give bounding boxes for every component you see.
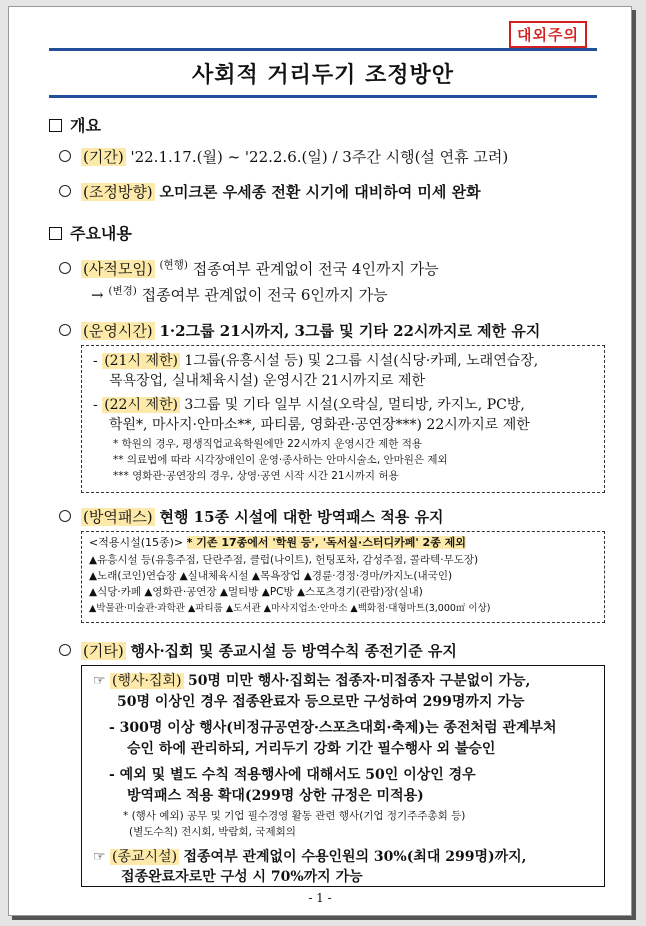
pass-box-head: <적용시설(15종)> * 기존 17종에서 '학원 등', '독서실·스터디카페' 2종 제외 — [89, 536, 466, 549]
pass-row2: ▲노래(코인)연습장 ▲실내체육시설 ▲목욕장업 ▲경륜·경정·경마/카지노(내국인) — [89, 570, 453, 582]
hours-note2: ** 의료법에 따라 시각장애인이 운영·종사하는 안마시술소, 안마원은 제외 — [113, 454, 448, 466]
hours-line1a: - (21시 제한) 1그룹(유흥시설 등) 및 2그룹 시설(식당·카페, 노래연습장, — [93, 353, 539, 369]
checkbox-square-icon — [49, 227, 62, 240]
pointing-hand-icon: ☞ — [93, 673, 106, 689]
event-line-b: 50명 이상인 경우 접종완료자 등으로만 구성하여 299명까지 가능 — [117, 694, 525, 710]
circle-bullet-icon — [59, 185, 71, 197]
circle-bullet-icon — [59, 644, 71, 656]
checkbox-square-icon — [49, 119, 62, 132]
pass-row4: ▲박물관·미술관·과학관 ▲파티룸 ▲도서관 ▲마사지업소·안마소 ▲백화점·대형마트(3,000㎡ 이상) — [89, 603, 491, 614]
title-bar — [49, 48, 597, 98]
hours-note3: *** 영화관·공연장의 경우, 상영·공연 시작 시간 21시까지 허용 — [113, 470, 399, 482]
circle-bullet-icon — [59, 150, 71, 162]
circle-bullet-icon — [59, 324, 71, 336]
hours-summary: (운영시간) 1·2그룹 21시까지, 3그룹 및 기타 22시까지로 제한 유지 — [59, 321, 540, 341]
gathering-change: → $^{(변경)}$ 접종여부 관계없이 전국 6인까지 가능 — [91, 285, 388, 304]
event-line-f: 방역패스 적용 확대(299명 상한 규정은 미적용) — [127, 788, 424, 804]
section-main-heading: 주요내용 — [49, 221, 132, 244]
page-number: - 1 - — [308, 891, 332, 905]
confidential-stamp: 대외주의 — [509, 21, 587, 48]
event-line-d: 승인 하에 관리하되, 거리두기 강화 기간 필수행사 외 불승인 — [127, 741, 496, 757]
religion-line-b: 접종완료자로만 구성 시 70%까지 가능 — [121, 869, 363, 885]
religion-line-a: ☞ (종교시설) 접종여부 관계없이 수용인원의 30%(최대 299명)까지, — [93, 849, 527, 865]
event-note-a: * (행사 예외) 공무 및 기업 필수경영 활동 관련 행사(기업 정기주주총회 등) — [123, 810, 466, 822]
pass-row1: ▲유흥시설 등(유흥주점, 단란주점, 클럽(나이트), 헌팅포차, 감성주점, 콜라텍·무도장) — [89, 554, 479, 566]
pass-row3: ▲식당·카페 ▲영화관·공연장 ▲멀티방 ▲PC방 ▲스포츠경기(관람)장(실내) — [89, 586, 423, 598]
gathering-current: (사적모임) $^{(현행)}$ 접종여부 관계없이 전국 4인까지 가능 — [59, 255, 439, 279]
event-note-b: (별도수칙) 전시회, 박람회, 국제회의 — [129, 826, 296, 838]
pointing-hand-icon: ☞ — [93, 849, 106, 865]
circle-bullet-icon — [59, 262, 71, 274]
event-line-e: - 예외 및 별도 수칙 적용행사에 대해서도 50인 이상인 경우 — [109, 767, 476, 783]
circle-bullet-icon — [59, 510, 71, 522]
hours-line2b: 학원*, 마사지·안마소**, 파티룸, 영화관·공연장***) 22시까지로 제한 — [109, 417, 530, 433]
hours-note1: * 학원의 경우, 평생직업교육학원에만 22시까지 운영시간 제한 적용 — [113, 438, 423, 450]
event-line-c: - 300명 이상 행사(비정규공연장·스포츠대회·축제)는 종전처럼 관계부처 — [109, 720, 557, 736]
event-line-a: ☞ (행사·집회) 50명 미만 행사·집회는 접종자·미접종자 구분없이 가능, — [93, 673, 531, 689]
section-overview-heading: 개요 — [49, 113, 101, 136]
page-title: 사회적 거리두기 조정방안 — [191, 62, 455, 88]
hours-line2a: - (22시 제한) 3그룹 및 기타 일부 시설(오락실, 멀티방, 카지노, PC방, — [93, 397, 525, 413]
overview-direction: (조정방향) 오미크론 우세종 전환 시기에 대비하여 미세 완화 — [59, 182, 481, 202]
other-summary: (기타) 행사·집회 및 종교시설 등 방역수칙 종전기준 유지 — [59, 641, 457, 661]
overview-period: (기간) '22.1.17.(월) ~ '22.2.6.(일) / 3주간 시행(설 연휴 고려) — [59, 147, 508, 167]
hours-line1b: 목욕장업, 실내체육시설) 운영시간 21시까지로 제한 — [109, 373, 426, 389]
document-page — [8, 6, 632, 916]
pass-summary: (방역패스) 현행 15종 시설에 대한 방역패스 적용 유지 — [59, 507, 444, 527]
